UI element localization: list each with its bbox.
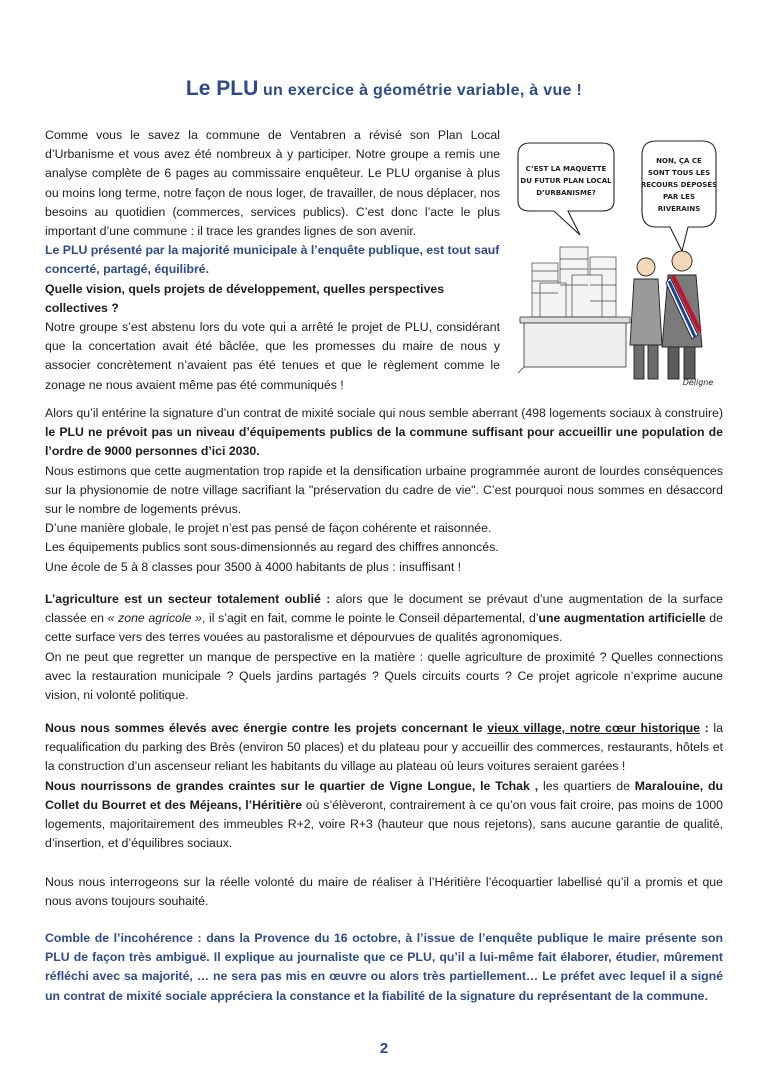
vieux-village-section <box>45 719 723 853</box>
intro-paragraph: Comme vous le savez la commune de Ventabren a révisé son Plan Local d’Urbanisme et vous avez été nombreux à y participer. Notre groupe a remis une analyse complète de 6 pages au commissaire enquêteur. Le PLU organise à plus ou moins long terme, notre façon de nous loger, de travailler, de nous déplacer, nos besoins au quotidien (commerces, services publics). C’est donc l’acte le plus important d’une commune : il trace les grandes lignes de son avenir. <box>45 128 500 239</box>
agriculture-text2: , il s’agit en fait, comme le pointe le Conseil départemental, d’ <box>201 611 539 626</box>
bubble-right-line2: SONT TOUS LES <box>647 169 711 177</box>
mixite-line3: Les équipements publics sont sous-dimensionnés au regard des chiffres annoncés. <box>45 540 499 555</box>
person-left <box>630 258 662 379</box>
speech-bubble-right <box>641 141 717 251</box>
agriculture-text3: de cette surface vers des terres vouées au pastoralisme et dépourvues de qualités agronomiques. <box>45 611 723 645</box>
vieux-village-paragraph <box>45 719 723 777</box>
intro-abstention: Notre groupe s’est abstenu lors du vote qui a arrêté le projet de PLU, considérant que la concertation avait été bâclée, que les promesses du maire de nous y associer concrètement n’avaient pas été tenues et que le règlement comme le zonage ne nous avaient même pas été communiqués ! <box>45 320 500 392</box>
quartiers-bold: Nous nourrissons de grandes craintes sur le quartier de Vigne Longue, le Tchak , <box>45 778 539 793</box>
bubble-right-line3: RECOURS DÉPOSÉS <box>640 181 718 189</box>
agriculture-regret: On ne peut que regretter un manque de perspective en la matière : quelle agriculture de proximité ? Quelles connections avec la restauration municipale ? Quels jardins partagés ? Quels circuits courts ? Ce projet agricole n’exprime aucune vision, ni volonté politique. <box>45 649 723 703</box>
quartiers-text: les quartiers de <box>538 778 635 793</box>
bubble-right-line4: PAR LES <box>662 193 696 201</box>
bubble-right-line5: RIVERAINS <box>657 205 701 213</box>
comble-paragraph: Comble de l’incohérence : dans la Provence du 16 octobre, à l’issue de l’enquête publique le maire présente son PLU de façon très ambiguë. Il explique au journaliste que ce PLU, qu’il a lui-même fait élaborer, étudier, mûrement réfléchi avec sa majorité, … ne sera pas mis en œuvre ou alors très partiellement… Le préfet avec lequel il a signé un contrat de mixité sociale appréciera la constance et la fiabilité de la signature du représentant de la commune. <box>45 931 723 1003</box>
vieux-village-colon: : <box>700 721 709 735</box>
vieux-village-text: la requalification du parking des Brès (environ 50 places) et du plateau pour y accueillir des commerces, restaurants, hôtels et la construction d’un ascenseur reliant les habitants du village au plateau où leurs voitures seraient garées ! <box>45 721 724 774</box>
vieux-village-bold: Nous nous sommes élevés avec énergie contre les projets concernant le <box>45 721 488 735</box>
mixite-line2: D’une manière globale, le projet n’est pas pensé de façon cohérente et raisonnée. <box>45 521 492 536</box>
mixite-paragraph <box>45 404 723 462</box>
mixite-line4: Une école de 5 à 8 classes pour 3500 à 4000 habitants de plus : insuffisant ! <box>45 559 462 574</box>
agriculture-bold2: une augmentation artificielle <box>538 611 706 626</box>
mixite-section <box>45 404 723 577</box>
bubble-left-line2: DU FUTUR PLAN LOCAL <box>520 177 612 185</box>
intro-question: Quelle vision, quels projets de développement, quelles perspectives collectives ? <box>45 281 445 315</box>
page-number: 2 <box>379 1040 389 1057</box>
title-part2: un exercice à géométrie variable, à vue ! <box>258 82 583 99</box>
vieux-village-underlined: vieux village, notre cœur historique <box>487 721 700 735</box>
agriculture-bold1: L’agriculture est un secteur totalement oublié : <box>45 592 331 606</box>
bubble-right-line1: NON, ÇA CE <box>656 157 702 165</box>
quartiers-text-end: où s’élèveront, contrairement à ce qu’on vous fait croire, pas moins de 1000 logements, majoritairement des immeubles R+2, voire R+3 (hauteur que nous rejetons), sans aucune garantie de qualité, d’insertion, et d’équilibres sociaux. <box>45 797 723 851</box>
agriculture-section <box>45 590 723 705</box>
bubble-left-line1: C’EST LA MAQUETTE <box>525 165 607 173</box>
ecoquartier-paragraph: Nous nous interrogeons sur la réelle volonté du maire de réaliser à l’Héritière l’écoquartier labellisé qu’il a promis et que nous avons toujours souhaité. <box>45 875 723 909</box>
person-mayor <box>662 251 702 379</box>
intro-blue-statement: Le PLU présenté par la majorité municipale à l’enquête publique, est tout sauf concerté, partagé, équilibré. <box>45 243 500 277</box>
cartoon-signature: Deligne <box>682 378 714 387</box>
agriculture-text1: alors que le document se prévaut d’une augmentation de la surface classée en <box>45 592 723 626</box>
mixite-bold: le PLU ne prévoit pas un niveau d’équipements publics de la commune suffisant pour accueillir une population de l’ordre de 9000 personnes d’ici 2030. <box>45 425 723 459</box>
intro-section <box>45 126 500 395</box>
page-title <box>0 77 768 101</box>
title-part1: Le PLU <box>185 77 259 100</box>
agriculture-italic: « zone agricole » <box>107 611 202 626</box>
speech-bubble-left <box>518 143 614 235</box>
quartiers-paragraph <box>45 777 723 854</box>
mixite-consequences: Nous estimons que cette augmentation trop rapide et la densification urbaine programmée auront de lourdes conséquences sur la physionomie de notre village sacrifiant la "préservation du cadre de vie". C’est pourquoi nous sommes en désaccord sur le nombre de logements prévus. <box>45 463 723 517</box>
quartiers-bold-names: Maralouine, du Collet du Bourret et des Méjeans, l’Héritière <box>45 778 724 812</box>
cartoon-illustration <box>510 135 722 390</box>
desk <box>518 317 630 373</box>
mixite-lead: Alors qu’il entérine la signature d’un contrat de mixité sociale qui nous semble aberrant (498 logements sociaux à construire) <box>45 406 723 420</box>
agriculture-paragraph <box>45 590 723 648</box>
bubble-left-line3: D’URBANISME? <box>536 189 596 197</box>
paper-stacks <box>532 247 616 317</box>
